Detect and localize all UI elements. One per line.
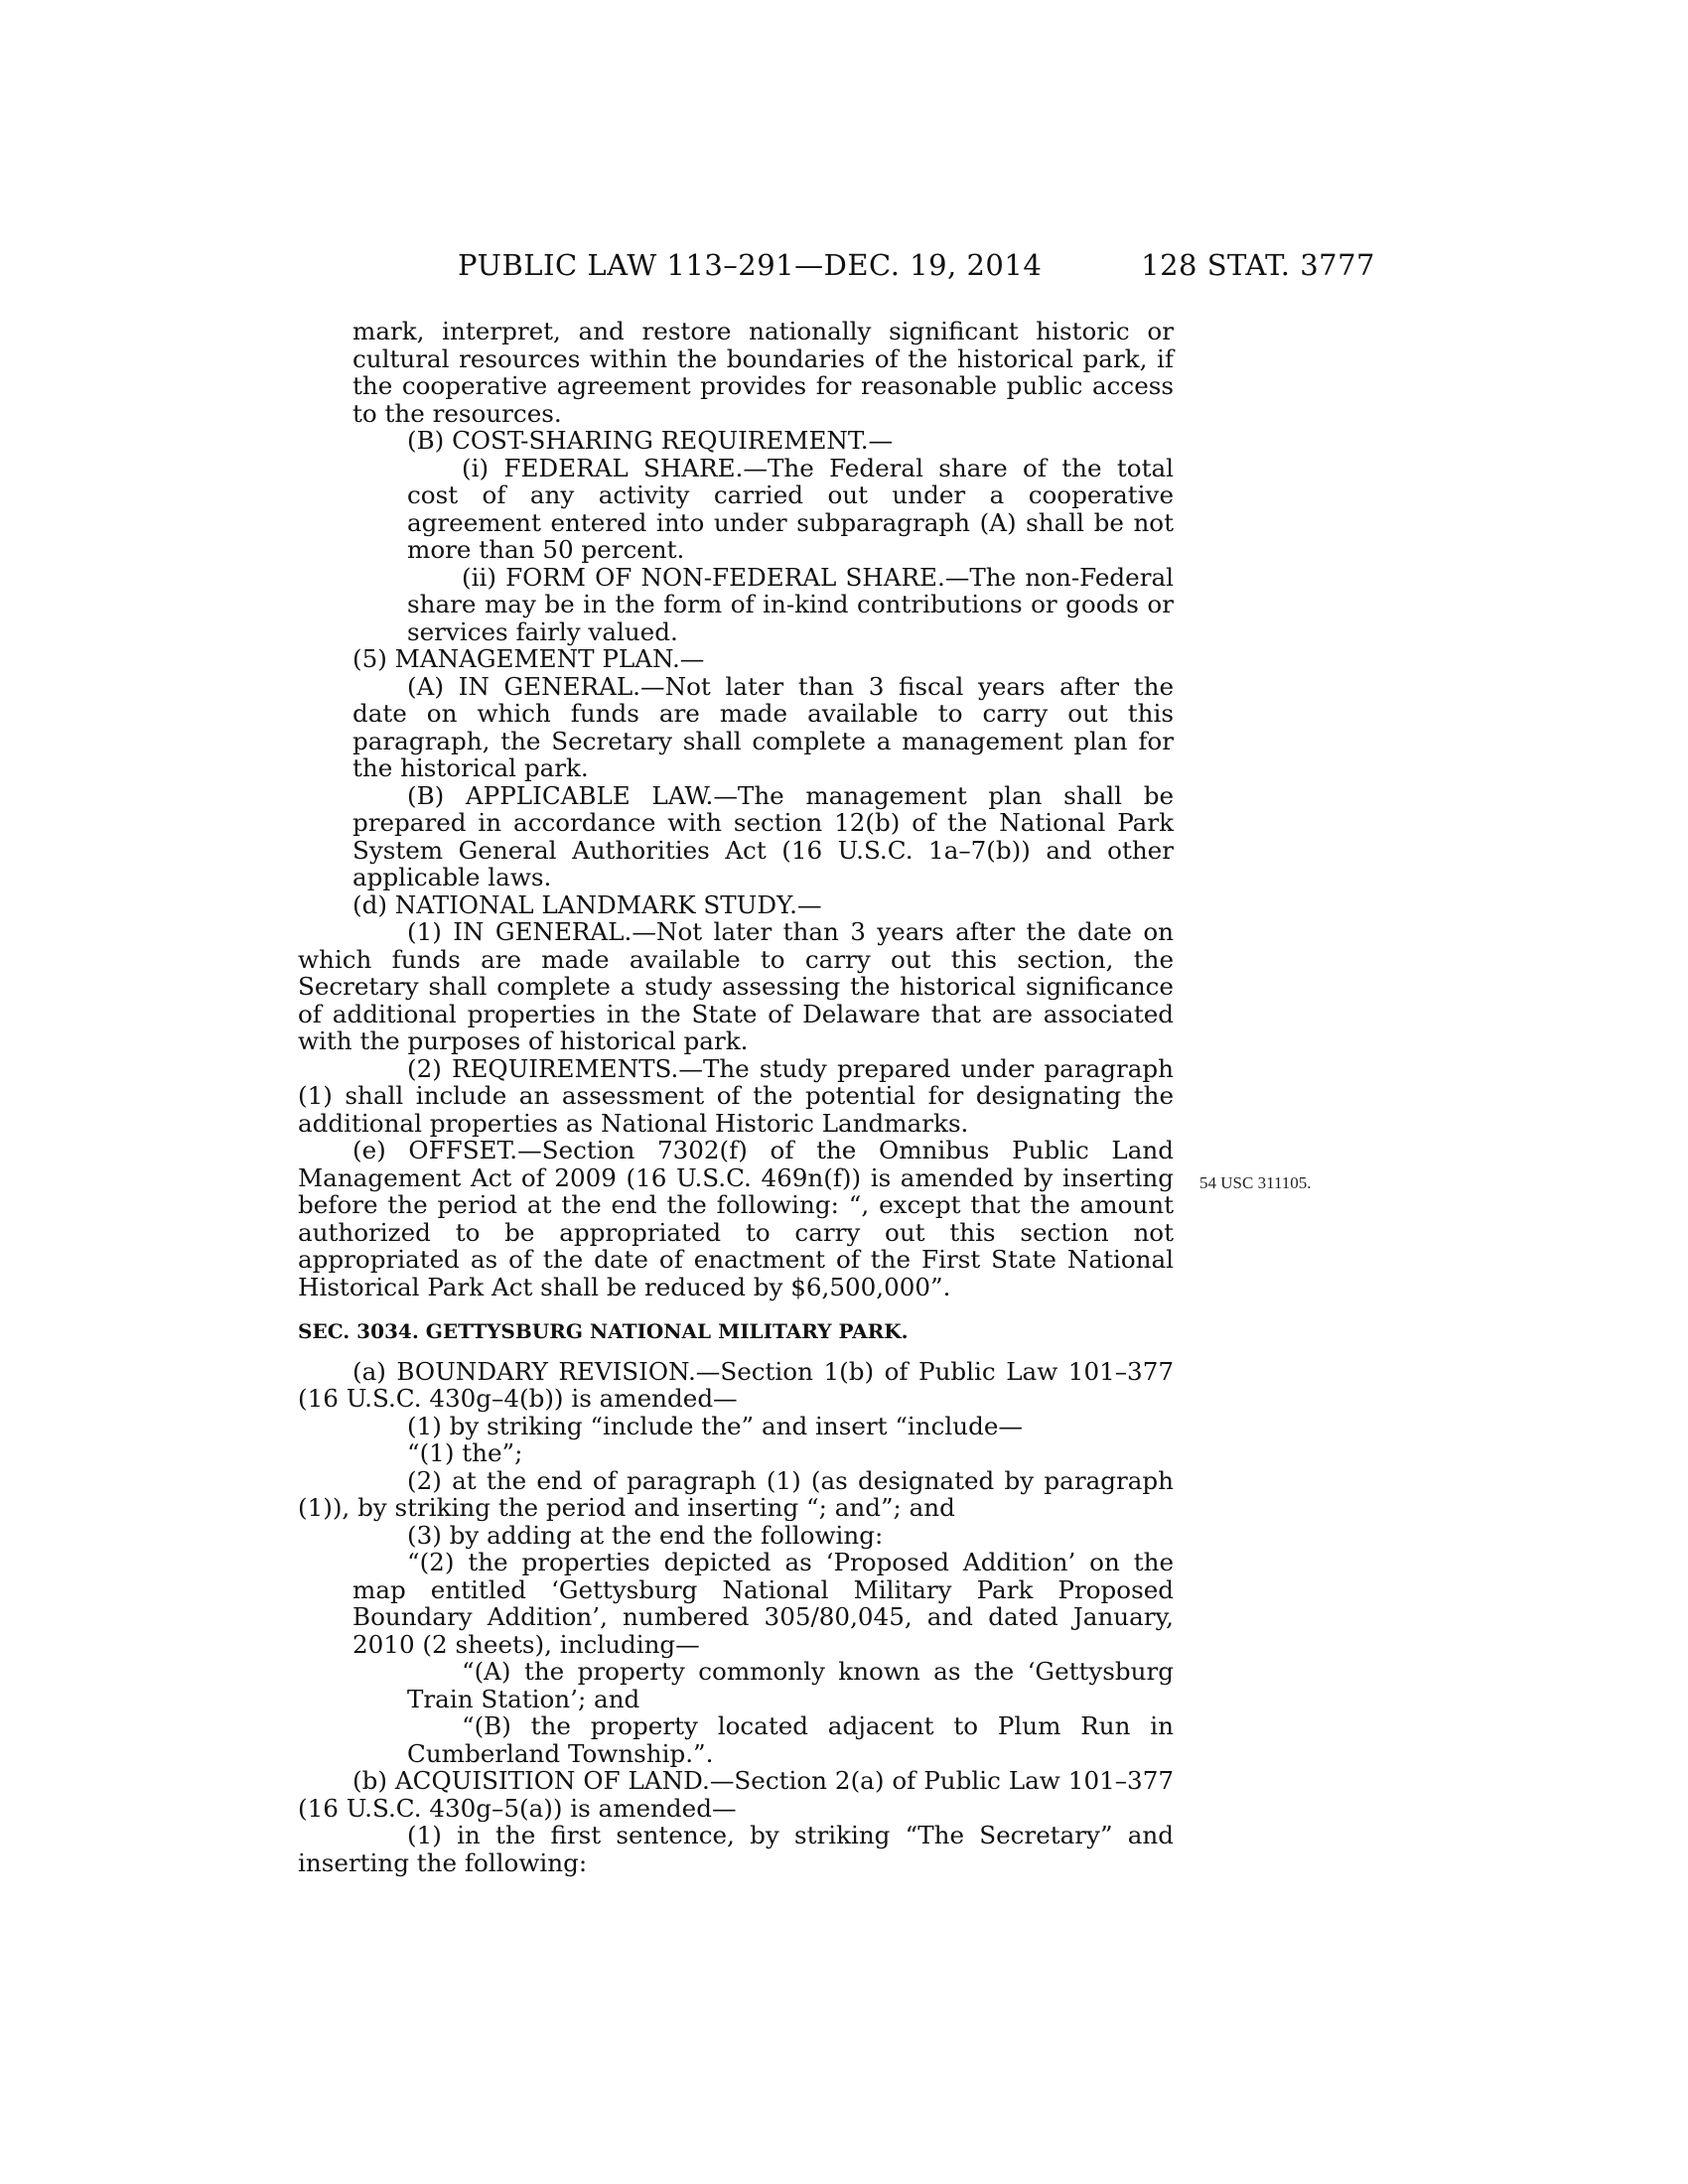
paragraph: (B) APPLICABLE LAW.—The management plan shall be prepared in accordance with section 12(b) of the National Park System General Authorities Act (16 U.S.C. 1a–7(b)) and other applicable laws.	[352, 780, 1174, 891]
paragraph: “(1) the”;	[407, 1438, 523, 1467]
paragraph: “(A) the property commonly known as the ‘Gettysburg Train Station’; and	[407, 1657, 1174, 1713]
header-statute-page: 128 STAT. 3777	[1141, 248, 1375, 282]
paragraph: “(2) the properties depicted as ‘Proposed Addition’ on the map entitled ‘Gettysburg National Military Park Proposed Boundary Addition’, numbered 305/80,045, and dated January, 2010 (2 sheets), including—	[352, 1548, 1174, 1659]
paragraph: (a) BOUNDARY REVISION.—Section 1(b) of Public Law 101–377 (16 U.S.C. 430g–4(b)) is amended—	[298, 1356, 1174, 1413]
margin-note-usc: 54 USC 311105.	[1199, 1173, 1312, 1192]
document-body	[298, 318, 1174, 1876]
paragraph: (b) ACQUISITION OF LAND.—Section 2(a) of Public Law 101–377 (16 U.S.C. 430g–5(a)) is amended—	[298, 1766, 1174, 1823]
paragraph: (1) IN GENERAL.—Not later than 3 years after the date on which funds are made available to carry out this section, the Secretary shall complete a study assessing the historical significance of additional properties in the State of Delaware that are associated with the purposes of historical park.	[298, 917, 1174, 1055]
paragraph: (e) OFFSET.—Section 7302(f) of the Omnibus Public Land Management Act of 2009 (16 U.S.C. 469n(f)) is amended by inserting before the period at the end the following: “, except that the amount authorized to be appropriated to carry out this section not appropriated as of the date of enactment of the First State National Historical Park Act shall be reduced by $6,500,000”.	[298, 1136, 1174, 1301]
paragraph: (3) by adding at the end the following:	[407, 1520, 884, 1550]
paragraph: (A) IN GENERAL.—Not later than 3 fiscal years after the date on which funds are made available to carry out this paragraph, the Secretary shall complete a management plan for the historical park.	[352, 671, 1174, 782]
paragraph: (5) MANAGEMENT PLAN.—	[352, 644, 705, 673]
section-heading: SEC. 3034. GETTYSBURG NATIONAL MILITARY PARK.	[298, 1319, 909, 1343]
header-law-citation: PUBLIC LAW 113–291—DEC. 19, 2014	[458, 248, 1043, 282]
paragraph: (d) NATIONAL LANDMARK STUDY.—	[352, 889, 822, 919]
paragraph: (2) at the end of paragraph (1) (as designated by paragraph (1)), by striking the period and inserting “; and”; and	[298, 1465, 1174, 1522]
paragraph: mark, interpret, and restore nationally significant historic or cultural resources within the boundaries of the historical park, if the cooperative agreement provides for reasonable public access to the resources.	[352, 317, 1174, 428]
paragraph: (i) FEDERAL SHARE.—The Federal share of the total cost of any activity carried out under a cooperative agreement entered into under subparagraph (A) shall be not more than 50 percent.	[407, 453, 1174, 564]
running-header	[458, 248, 1375, 288]
paragraph: (B) COST-SHARING REQUIREMENT.—	[407, 426, 894, 455]
paragraph: “(B) the property located adjacent to Plum Run in Cumberland Township.”.	[407, 1711, 1174, 1768]
paragraph: (1) by striking “include the” and insert “include—	[407, 1411, 1023, 1440]
paragraph: (2) REQUIREMENTS.—The study prepared under paragraph (1) shall include an assessment of the potential for designating the additional properties as National Historic Landmarks.	[298, 1053, 1174, 1138]
paragraph: (ii) FORM OF NON-FEDERAL SHARE.—The non-Federal share may be in the form of in-kind contributions or goods or services fairly valued.	[407, 562, 1174, 646]
paragraph: (1) in the first sentence, by striking “The Secretary” and inserting the following:	[298, 1821, 1174, 1877]
